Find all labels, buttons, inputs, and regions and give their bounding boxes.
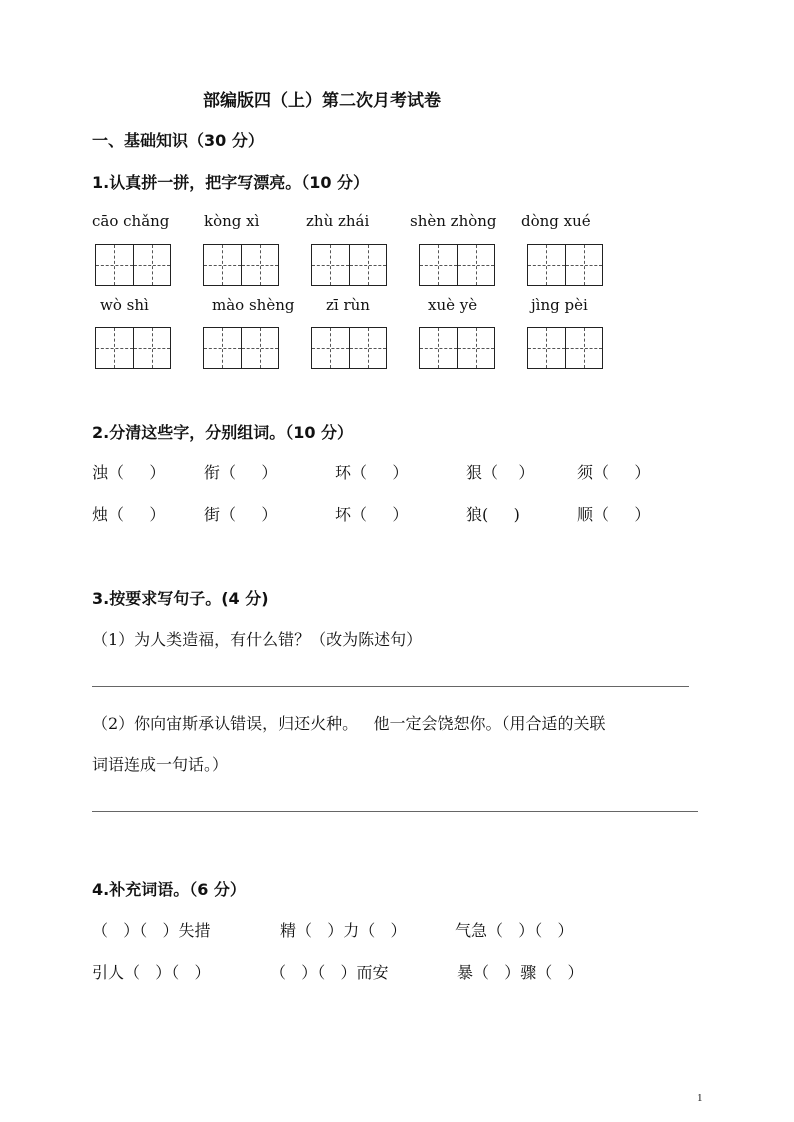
word-blank[interactable]: 坏（ ） — [335, 505, 409, 524]
idiom-blank[interactable]: （ ）（ ）而安 — [270, 963, 389, 982]
q2-heading: 2.分清这些字，分别组词。（10 分） — [92, 423, 354, 442]
pinyin-label: kòng xì — [204, 212, 260, 230]
word-blank[interactable]: 衔（ ） — [204, 463, 278, 482]
word-blank[interactable]: 街（ ） — [204, 505, 278, 524]
pinyin-label: wò shì — [100, 296, 149, 314]
idiom-blank[interactable]: 精（ ）力（ ） — [280, 921, 407, 940]
section-heading: 一、基础知识（30 分） — [92, 131, 264, 150]
pinyin-label: mào shèng — [212, 296, 295, 314]
writing-grid[interactable] — [419, 327, 495, 369]
writing-grid[interactable] — [311, 327, 387, 369]
writing-grid[interactable] — [203, 327, 279, 369]
pinyin-label: zī rùn — [326, 296, 370, 314]
answer-line[interactable] — [92, 811, 698, 812]
answer-line[interactable] — [92, 686, 689, 687]
q3-heading: 3.按要求写句子。(4 分) — [92, 589, 269, 608]
q3-item2: （2）你向宙斯承认错误，归还火种。 他一定会饶恕你。（用合适的关联 — [92, 714, 606, 733]
q1-heading: 1.认真拼一拼，把字写漂亮。（10 分） — [92, 173, 370, 192]
writing-grid[interactable] — [527, 327, 603, 369]
writing-grid[interactable] — [95, 327, 171, 369]
pinyin-label: cāo chǎng — [92, 212, 170, 230]
word-blank[interactable]: 狠（ ） — [466, 463, 535, 482]
idiom-blank[interactable]: 气急（ ）（ ） — [455, 921, 574, 940]
writing-grid[interactable] — [203, 244, 279, 286]
pinyin-label: jìng pèi — [531, 296, 588, 314]
word-blank[interactable]: 环（ ） — [335, 463, 409, 482]
pinyin-label: zhù zhái — [306, 212, 370, 230]
word-blank[interactable]: 须（ ） — [577, 463, 651, 482]
idiom-blank[interactable]: 引人（ ）（ ） — [92, 963, 211, 982]
word-blank[interactable]: 烛（ ） — [92, 505, 166, 524]
pinyin-label: xuè yè — [428, 296, 478, 314]
writing-grid[interactable] — [527, 244, 603, 286]
q3-item2-cont: 词语连成一句话。） — [92, 755, 229, 774]
writing-grid[interactable] — [95, 244, 171, 286]
page-number: 1 — [697, 1092, 703, 1104]
idiom-blank[interactable]: 暴（ ）骤（ ） — [457, 963, 584, 982]
word-blank[interactable]: 浊（ ） — [92, 463, 166, 482]
idiom-blank[interactable]: （ ）（ ）失措 — [92, 921, 211, 940]
pinyin-label: shèn zhòng — [410, 212, 497, 230]
q3-item1: （1）为人类造福，有什么错？（改为陈述句） — [92, 630, 423, 649]
writing-grid[interactable] — [419, 244, 495, 286]
q4-heading: 4.补充词语。（6 分） — [92, 880, 246, 899]
page-title: 部编版四（上）第二次月考试卷 — [203, 91, 441, 111]
writing-grid[interactable] — [311, 244, 387, 286]
pinyin-label: dòng xué — [521, 212, 591, 230]
word-blank[interactable]: 顺（ ） — [577, 505, 651, 524]
word-blank[interactable]: 狼( ) — [466, 505, 520, 524]
